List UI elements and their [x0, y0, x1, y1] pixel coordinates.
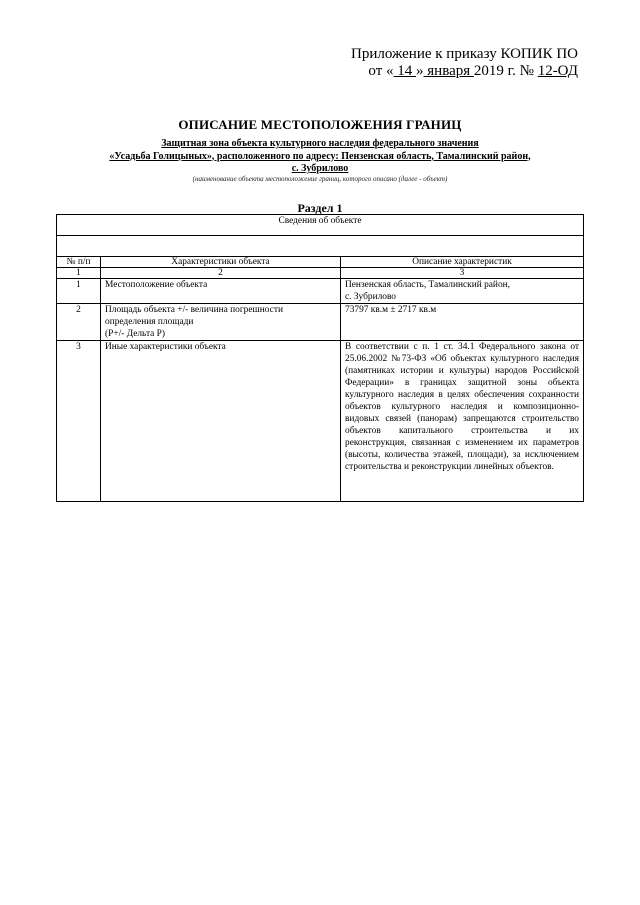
- appendix-line-2: [351, 63, 578, 80]
- order-month: января: [423, 63, 474, 79]
- table-info-header-row: [57, 215, 584, 236]
- date-quote: »: [416, 63, 424, 79]
- section-title: Раздел 1: [297, 201, 343, 215]
- row-description: В соответствии с п. 1 ст. 34.1 Федерального закона от 25.06.2002 №73-ФЗ «Об объектах культурного наследия (памятниках истории и культуры) народов Российской Федерации» в границах защитной зоны объекта культурного наследия в целях обеспечения сохранности объектов культурного наследия и композиционно-видовых связей (панорам) запрещаются строительство объектов капитального строительства и их реконструкция, связанная с изменением их параметров (высоты, количества этажей, площади), за исключением строительства и реконструкции линейных объектов.: [341, 341, 584, 502]
- object-subject: [80, 138, 560, 176]
- row-description: 73797 кв.м ± 2717 кв.м: [341, 304, 584, 341]
- column-number-2: 2: [101, 268, 341, 279]
- subject-line-3: с. Зубрилово: [291, 163, 349, 174]
- table-row: [57, 304, 584, 341]
- table-row: [57, 279, 584, 304]
- column-number-1: 1: [57, 268, 101, 279]
- appendix-line-1: Приложение к приказу КОПИК ПО: [351, 46, 578, 62]
- table-column-numbers: [57, 268, 584, 279]
- empty-cell: [57, 236, 584, 257]
- row-number: 2: [57, 304, 101, 341]
- row-characteristic: Иные характеристики объекта: [101, 341, 341, 502]
- order-year: 2019 г. №: [473, 63, 538, 79]
- row-number: 3: [57, 341, 101, 502]
- column-header-characteristic: Характеристики объекта: [101, 257, 341, 268]
- object-info-table: [56, 214, 584, 502]
- column-header-num: № п/п: [57, 257, 101, 268]
- info-header-cell: Сведения об объекте: [57, 215, 584, 236]
- subject-caption: (наименование объекта местоположение границ, которого описано (далее - объект): [192, 175, 448, 183]
- column-header-description: Описание характеристик: [341, 257, 584, 268]
- order-day: 14: [393, 63, 417, 79]
- row-description: [341, 279, 584, 304]
- row-characteristic-line: Площадь объекта +/- величина погрешности: [105, 305, 283, 315]
- subject-line-2: «Усадьба Голицыных», расположенного по адресу: Пензенская область, Тамалинский район,: [109, 150, 531, 162]
- document-title: ОПИСАНИЕ МЕСТОПОЛОЖЕНИЯ ГРАНИЦ: [178, 117, 462, 132]
- order-number: 12-ОД: [537, 63, 578, 79]
- row-characteristic-line: определения площади: [105, 317, 194, 327]
- row-description-line: с. Зубрилово: [345, 292, 396, 302]
- row-number: 1: [57, 279, 101, 304]
- row-characteristic: [101, 304, 341, 341]
- appendix-reference: [351, 46, 578, 80]
- row-description-line: Пензенская область, Тамалинский район,: [345, 280, 510, 290]
- table-column-headers: [57, 257, 584, 268]
- row-characteristic-line: (Р+/- Дельта Р): [105, 329, 166, 339]
- table-empty-row: [57, 236, 584, 257]
- table-row: [57, 341, 584, 502]
- subject-line-1: Защитная зона объекта культурного наследия федерального значения: [161, 138, 479, 149]
- date-prefix: от «: [368, 63, 394, 79]
- column-number-3: 3: [341, 268, 584, 279]
- row-characteristic: Местоположение объекта: [101, 279, 341, 304]
